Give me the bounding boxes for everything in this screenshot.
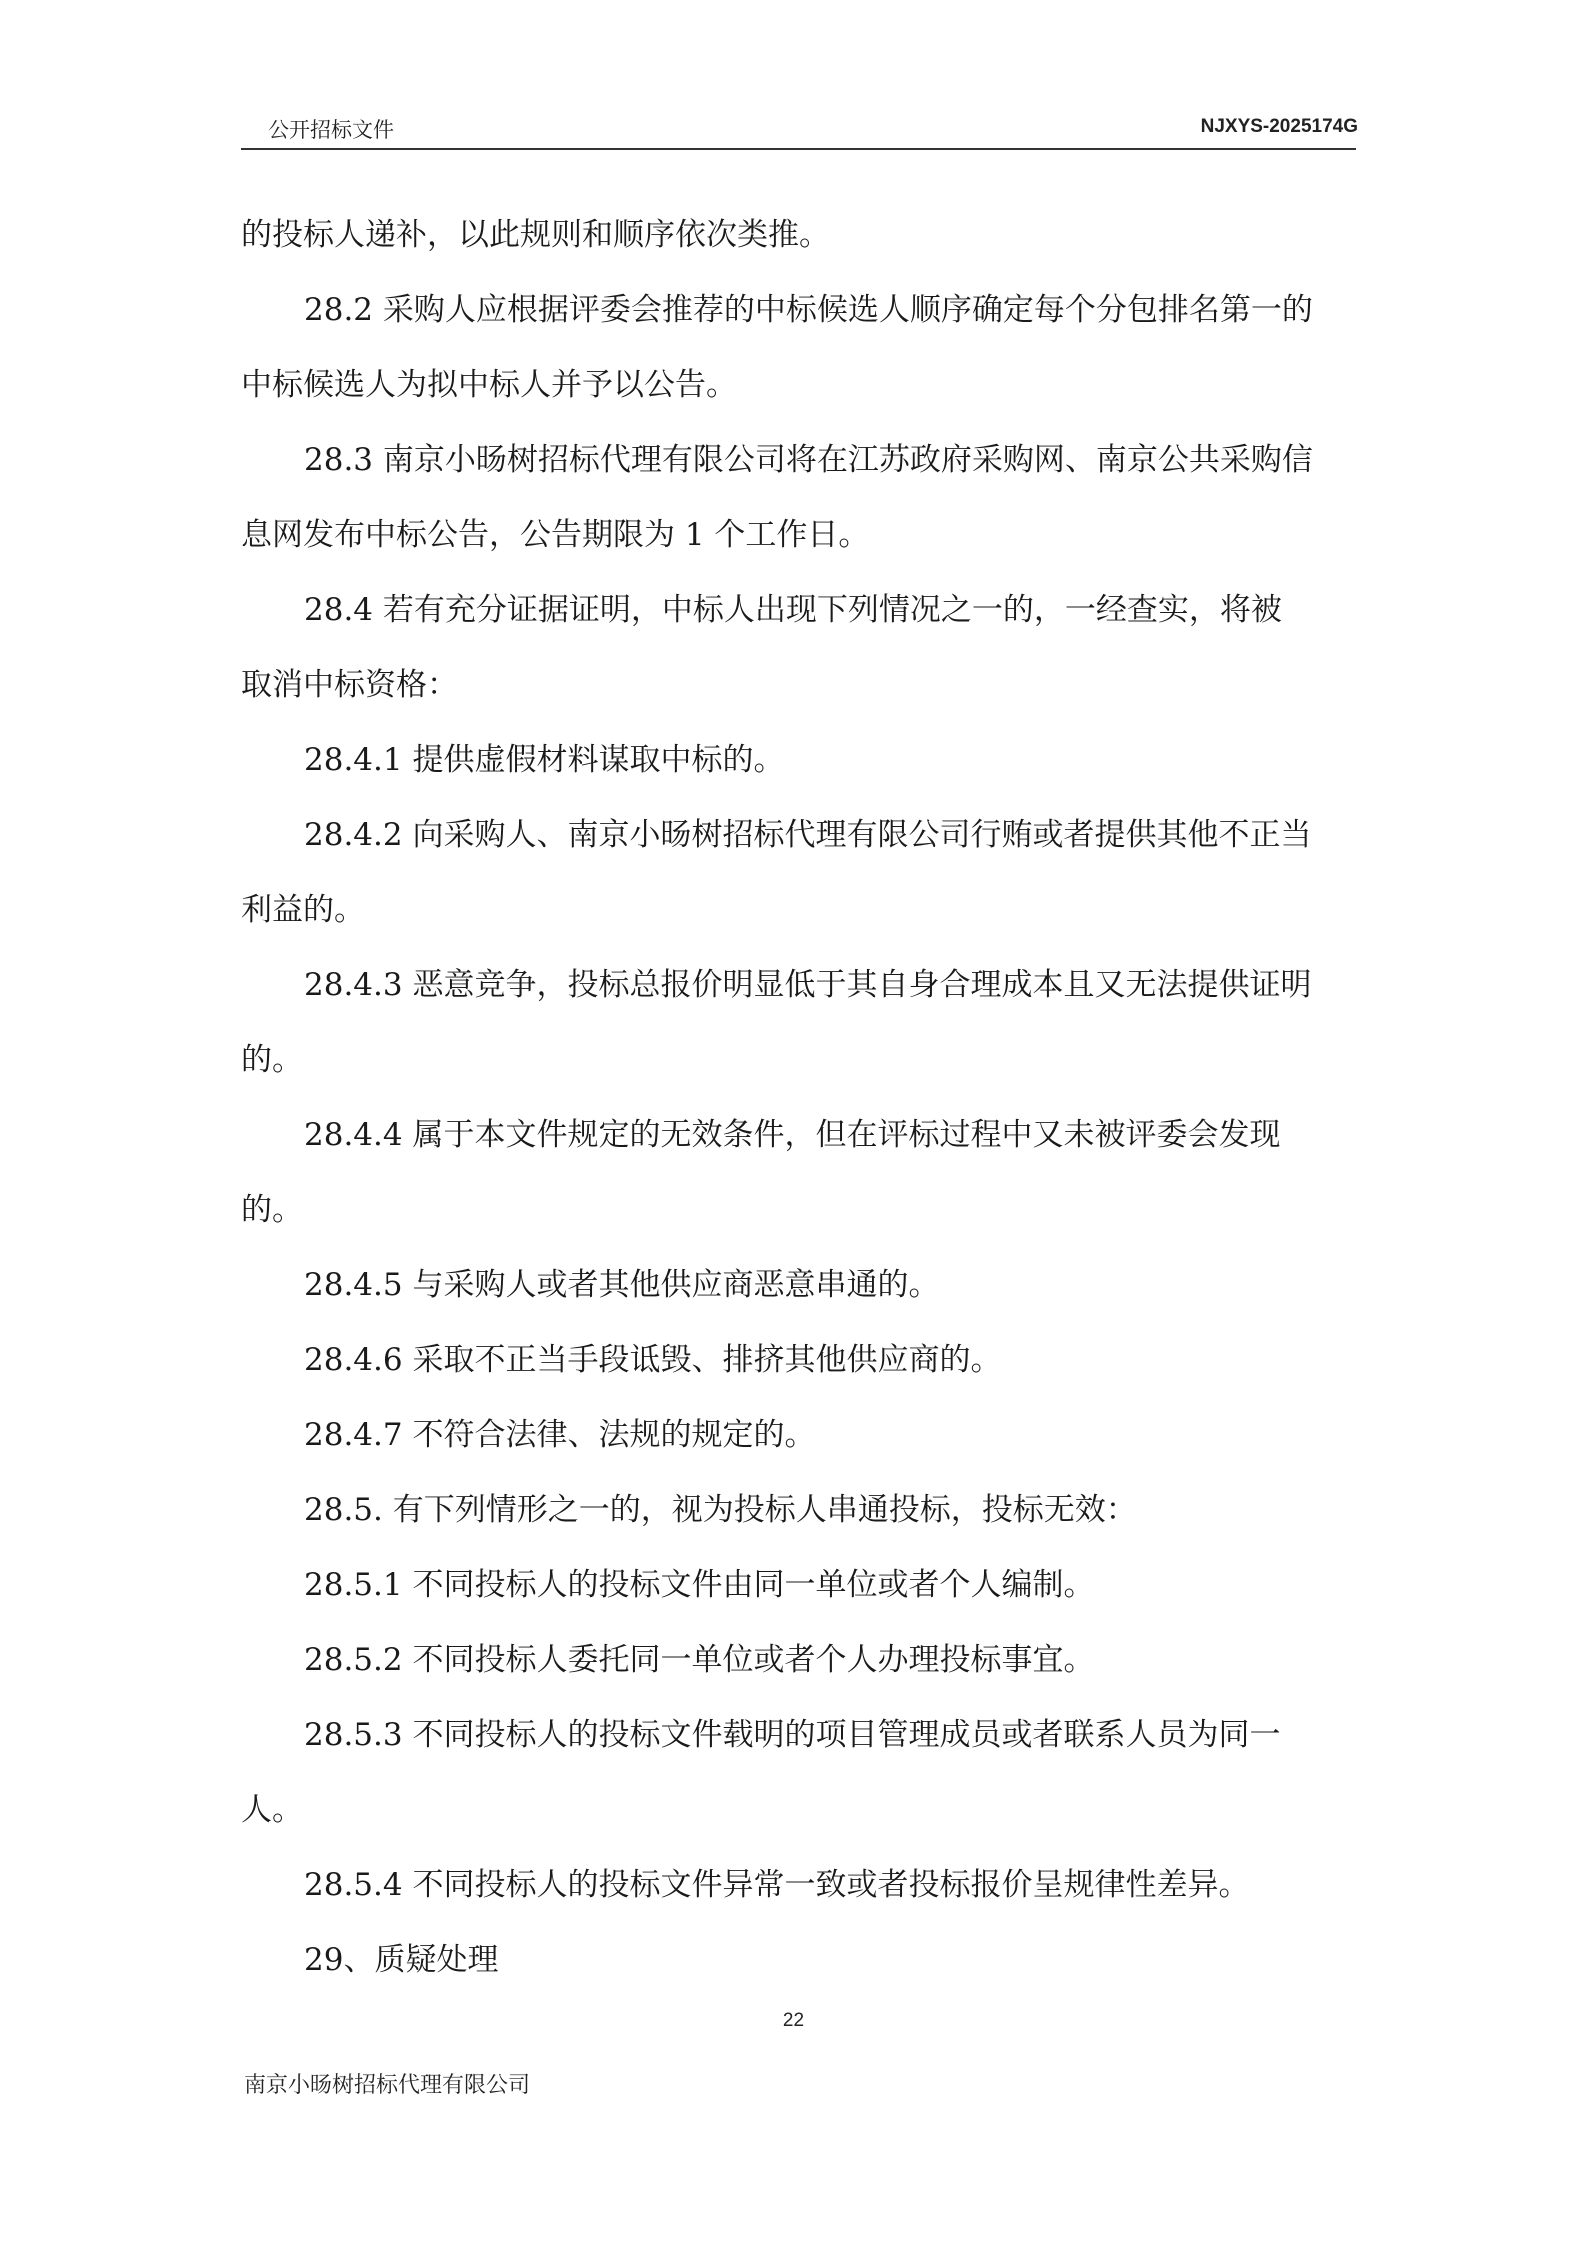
paragraph-line: 28.5.3 不同投标人的投标文件载明的项目管理成员或者联系人员为同一 [304,1717,1281,1753]
header-doc-type: 公开招标文件 [268,118,394,142]
paragraph-line: 28.4.4 属于本文件规定的无效条件，但在评标过程中又未被评委会发现 [304,1117,1281,1153]
paragraph-line: 28.5.1 不同投标人的投标文件由同一单位或者个人编制。 [304,1567,1095,1603]
paragraph-line: 人。 [241,1792,303,1828]
paragraph-line: 28.4 若有充分证据证明，中标人出现下列情况之一的，一经查实，将被 [304,592,1282,628]
header-doc-number: NJXYS-2025174G [1200,116,1358,137]
paragraph-line: 取消中标资格： [241,667,458,703]
paragraph-line: 28.5.2 不同投标人委托同一单位或者个人办理投标事宜。 [304,1642,1095,1678]
paragraph-line: 28.5.4 不同投标人的投标文件异常一致或者投标报价呈规律性差异。 [304,1867,1250,1903]
paragraph-line: 28.4.5 与采购人或者其他供应商恶意串通的。 [304,1267,940,1303]
paragraph-line: 28.4.3 恶意竞争，投标总报价明显低于其自身合理成本且又无法提供证明 [304,967,1312,1003]
paragraph-line: 息网发布中标公告，公告期限为 1 个工作日。 [241,517,870,553]
header-divider [241,148,1356,150]
paragraph-line: 利益的。 [241,892,365,928]
paragraph-line: 29、质疑处理 [304,1942,499,1978]
paragraph-line: 的投标人递补，以此规则和顺序依次类推。 [241,217,830,253]
paragraph-line: 28.4.6 采取不正当手段诋毁、排挤其他供应商的。 [304,1342,1002,1378]
paragraph-line: 28.2 采购人应根据评委会推荐的中标候选人顺序确定每个分包排名第一的 [304,292,1313,328]
paragraph-line: 的。 [241,1192,303,1228]
footer-company-name: 南京小旸树招标代理有限公司 [244,2073,531,2098]
paragraph-line: 28.4.2 向采购人、南京小旸树招标代理有限公司行贿或者提供其他不正当 [304,817,1312,853]
page-number: 22 [782,2010,805,2031]
document-body [241,198,1356,1998]
paragraph-line: 28.4.1 提供虚假材料谋取中标的。 [304,742,785,778]
paragraph-line: 28.3 南京小旸树招标代理有限公司将在江苏政府采购网、南京公共采购信 [304,442,1313,478]
paragraph-line: 28.4.7 不符合法律、法规的规定的。 [304,1417,816,1453]
paragraph-line: 中标候选人为拟中标人并予以公告。 [241,367,737,403]
paragraph-line: 的。 [241,1042,303,1078]
paragraph-line: 28.5. 有下列情形之一的，视为投标人串通投标，投标无效： [304,1492,1137,1528]
